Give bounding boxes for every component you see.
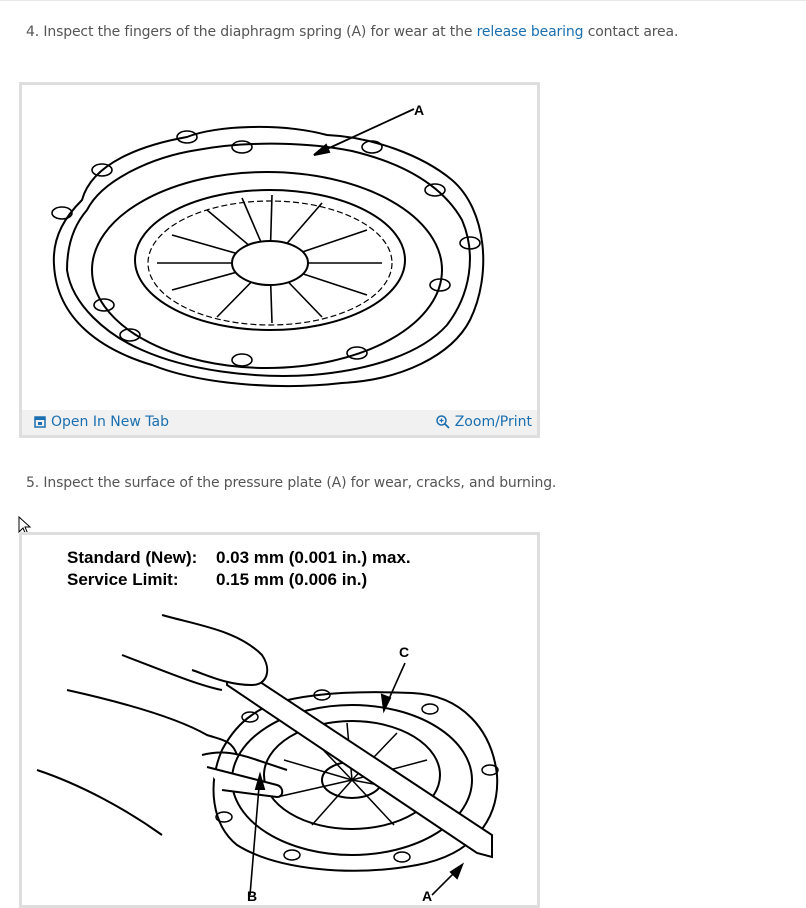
- step-4-text-after: contact area.: [587, 24, 679, 40]
- step-5-number: 5.: [26, 475, 40, 491]
- callout-c-label: C: [399, 644, 410, 660]
- zoom-print-label: Zoom/Print: [454, 414, 532, 430]
- callout-a2-label: A: [422, 888, 433, 904]
- callout-b-label: B: [247, 888, 258, 904]
- figure-toolbar: [22, 410, 537, 435]
- spec-limit-label: Service Limit:: [67, 570, 179, 589]
- top-divider: [0, 0, 806, 1]
- clutch-cover-illustration: [22, 85, 537, 407]
- step-5-body: Inspect the surface of the pressure plate (A) for wear, cracks, and burning.: [43, 475, 557, 491]
- figure-pressure-plate: [19, 532, 540, 908]
- spec-limit-value: 0.15 mm (0.006 in.): [216, 570, 368, 589]
- open-in-new-tab-label: Open In New Tab: [51, 414, 169, 430]
- step-4-text: [26, 24, 678, 40]
- step-5-text: [26, 475, 556, 491]
- step-4-text-before: Inspect the fingers of the diaphragm spring (A) for wear at the: [43, 24, 473, 40]
- figure-diaphragm-spring: [19, 82, 540, 438]
- zoom-print-button[interactable]: [436, 414, 532, 430]
- spec-standard-value: 0.03 mm (0.001 in.) max.: [216, 548, 411, 567]
- straightedge-illustration: [22, 535, 537, 905]
- step-4-number: 4.: [26, 24, 40, 40]
- callout-a-label: A: [414, 102, 425, 118]
- spec-standard-label: Standard (New):: [67, 548, 198, 567]
- zoom-icon: [436, 415, 450, 429]
- open-tab-icon: [34, 416, 46, 428]
- release-bearing-link[interactable]: release bearing: [476, 24, 584, 40]
- open-in-new-tab-button[interactable]: [34, 414, 169, 430]
